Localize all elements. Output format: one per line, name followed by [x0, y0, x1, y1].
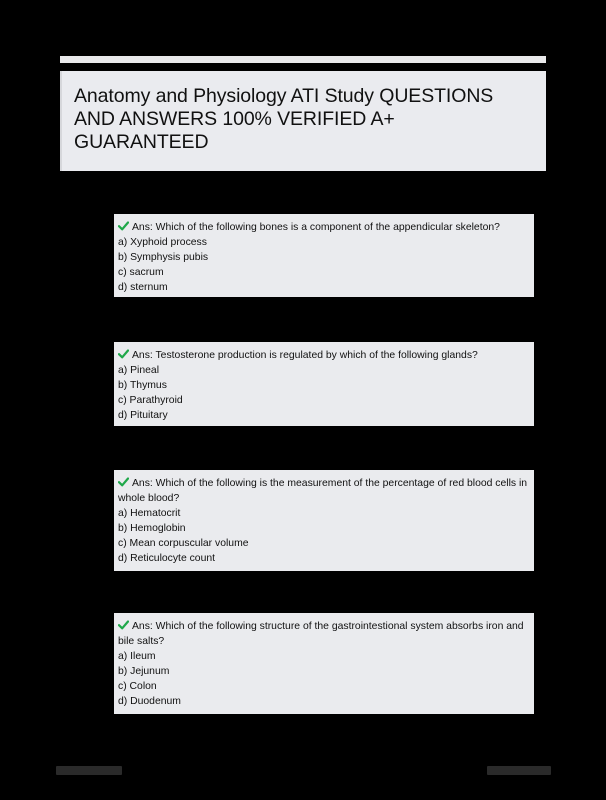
question-prompt: Ans: Which of the following is the measurement of the percentage of red blood cells in whole blood?: [118, 478, 528, 504]
option-a: a) Hematocrit: [118, 508, 181, 519]
check-icon: [118, 620, 129, 630]
option-c: c) Colon: [118, 681, 157, 692]
question-prompt: Ans: Which of the following bones is a component of the appendicular skeleton?: [118, 220, 530, 235]
option-b: b) Symphysis pubis: [118, 252, 209, 263]
document-title: Anatomy and Physiology ATI Study QUESTIONS AND ANSWERS 100% VERIFIED A+ GUARANTEED: [74, 85, 494, 153]
option-b: b) Thymus: [118, 380, 167, 391]
check-icon: [118, 349, 129, 359]
title-box: [60, 71, 546, 171]
option-d: d) Reticulocyte count: [118, 553, 216, 564]
question-prompt: Ans: Which of the following structure of the gastrointestional system absorbs iron and bile salts?: [118, 621, 524, 647]
option-d: d) sternum: [118, 282, 168, 293]
question-card-1: [114, 214, 534, 297]
option-b: b) Hemoglobin: [118, 523, 186, 534]
question-card-2: [114, 342, 534, 426]
option-c: c) Mean corpuscular volume: [118, 538, 249, 549]
option-a: a) Pineal: [118, 365, 160, 376]
question-card-3: [114, 470, 534, 571]
option-a: a) Xyphoid process: [118, 237, 207, 248]
header-rule: [60, 56, 546, 63]
option-d: d) Duodenum: [118, 696, 181, 707]
option-d: d) Pituitary: [118, 410, 168, 421]
footer-left-mark: [56, 766, 122, 775]
question-prompt: Ans: Testosterone production is regulated by which of the following glands?: [118, 348, 530, 363]
check-icon: [118, 477, 129, 487]
question-card-4: [114, 613, 534, 714]
option-a: a) Ileum: [118, 651, 156, 662]
check-icon: [118, 221, 129, 231]
footer-right-mark: [487, 766, 551, 775]
option-c: c) sacrum: [118, 267, 164, 278]
option-b: b) Jejunum: [118, 666, 170, 677]
option-c: c) Parathyroid: [118, 395, 183, 406]
